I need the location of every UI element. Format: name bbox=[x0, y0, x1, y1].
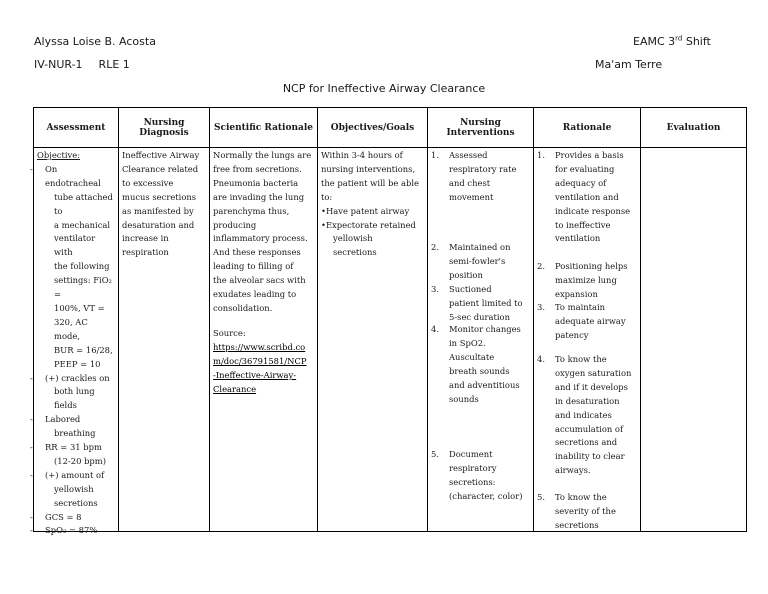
text-line: yellowish bbox=[333, 233, 373, 244]
text-line: Suctioned bbox=[449, 284, 492, 294]
text-line: (+) amount of bbox=[45, 469, 105, 480]
source-link-line: m/doc/36791581/NCP bbox=[213, 355, 307, 366]
list-item bbox=[431, 149, 531, 205]
text-line: airways. bbox=[555, 465, 591, 476]
col-header-assessment: Assessment bbox=[34, 108, 119, 148]
course-code: IV-NUR-1 bbox=[34, 58, 83, 71]
text-line: are invading the lung bbox=[213, 191, 305, 202]
list-text bbox=[449, 149, 531, 205]
organization-superscript: rd bbox=[675, 34, 683, 43]
interventions-list bbox=[428, 148, 533, 530]
text-line: Monitor changes bbox=[449, 324, 521, 334]
text-line: and adventitious bbox=[449, 379, 520, 390]
list-number: 2. bbox=[537, 261, 545, 271]
text-line: Provides a basis bbox=[555, 150, 624, 160]
text-line: consolidation. bbox=[213, 302, 273, 313]
student-name: Alyssa Loise B. Acosta bbox=[34, 35, 156, 48]
list-number: 4. bbox=[537, 354, 545, 364]
text-line: Positioning helps bbox=[555, 261, 628, 271]
col-header-scientific-rationale: Scientific Rationale bbox=[210, 108, 318, 148]
text-line: leading to filling of bbox=[213, 261, 294, 272]
scientific-rationale-cell bbox=[210, 148, 318, 532]
text-line: a mechanical bbox=[54, 219, 111, 230]
col-header-evaluation: Evaluation bbox=[641, 108, 747, 148]
list-item bbox=[431, 448, 531, 504]
text-line: movement bbox=[449, 191, 494, 202]
text-line: desaturation and bbox=[122, 219, 195, 230]
source-link-line: -Ineffective-Airway- bbox=[213, 369, 297, 380]
text-line: 100%, VT = bbox=[54, 302, 105, 313]
text-line: settings: FiO₂ = bbox=[54, 275, 112, 300]
text-line: in desaturation bbox=[555, 395, 620, 406]
text-line: exudates leading to bbox=[213, 289, 297, 300]
dash-bullet: - bbox=[30, 414, 33, 425]
assessment-list bbox=[30, 163, 115, 538]
text-line: Ineffective Airway bbox=[122, 150, 200, 160]
text-line: respiratory rate bbox=[449, 163, 517, 174]
objectives-cell bbox=[318, 148, 428, 532]
col-header-rationale: Rationale bbox=[534, 108, 641, 148]
text-line: secretions bbox=[555, 519, 599, 530]
text-line: inflammatory process. bbox=[213, 233, 308, 244]
text-line: To maintain bbox=[555, 302, 606, 312]
text-line: maximize lung bbox=[555, 274, 617, 285]
list-number: 4. bbox=[431, 324, 439, 334]
objectives-intro bbox=[321, 149, 424, 205]
text-line: in SpO2. bbox=[449, 337, 486, 348]
text-line: and indicates bbox=[555, 409, 612, 420]
text-line: Maintained on bbox=[449, 242, 511, 252]
text-line: RR = 31 bpm bbox=[45, 442, 102, 453]
list-text bbox=[449, 283, 531, 325]
assessment-cell bbox=[30, 148, 119, 536]
text-line: Normally the lungs are bbox=[213, 150, 312, 160]
list-item bbox=[30, 413, 115, 441]
dash-bullet: - bbox=[30, 525, 33, 536]
col-header-nursing-interventions: Nursing Interventions bbox=[428, 108, 534, 148]
text-line: ventilation and bbox=[555, 191, 619, 202]
list-text bbox=[449, 448, 531, 504]
list-text bbox=[555, 491, 638, 530]
list-item bbox=[537, 149, 638, 246]
text-line: producing bbox=[213, 219, 257, 230]
table-header-row bbox=[34, 108, 747, 148]
list-item bbox=[30, 163, 115, 372]
text-line: •Expectorate retained bbox=[321, 219, 416, 230]
text-line: Assessed bbox=[449, 150, 488, 160]
text-line: as manifested by bbox=[122, 205, 194, 216]
interventions-cell bbox=[428, 148, 534, 532]
scientific-rationale-text bbox=[213, 149, 314, 316]
text-line: parenchyma thus, bbox=[213, 205, 290, 216]
list-number: 2. bbox=[431, 242, 439, 252]
text-line: increase in bbox=[122, 233, 169, 244]
text-line: oxygen saturation bbox=[555, 367, 632, 378]
text-line: the patient will be able bbox=[321, 177, 419, 188]
text-line: To know the bbox=[555, 492, 607, 502]
col-header-nursing-diagnosis: Nursing Diagnosis bbox=[119, 108, 210, 148]
course-line bbox=[34, 58, 130, 72]
text-line: semi-fowler's bbox=[449, 255, 506, 266]
objectives-goals bbox=[321, 205, 424, 261]
text-line: PEEP = 10 bbox=[54, 358, 101, 369]
text-line: nursing interventions, bbox=[321, 163, 416, 174]
evaluation-text bbox=[641, 148, 746, 531]
list-item bbox=[30, 511, 115, 525]
rle-label: RLE 1 bbox=[98, 58, 130, 71]
instructor-name: Ma'am Terre bbox=[595, 58, 663, 71]
text-line: GCS = 8 bbox=[45, 511, 82, 522]
text-line: To know the bbox=[555, 354, 607, 364]
dash-bullet: - bbox=[30, 469, 33, 480]
text-line: (character, color) bbox=[449, 490, 523, 501]
list-text bbox=[555, 260, 638, 302]
list-item bbox=[537, 260, 638, 302]
text-line: And these responses bbox=[213, 247, 301, 258]
table-row bbox=[34, 148, 747, 532]
text-line: and if it develops bbox=[555, 381, 628, 392]
list-item bbox=[30, 372, 115, 414]
text-line: ventilator with bbox=[54, 233, 96, 258]
text-line: for evaluating bbox=[555, 163, 615, 174]
text-line: Clearance related bbox=[122, 163, 199, 174]
list-item bbox=[321, 205, 424, 219]
text-line: Within 3-4 hours of bbox=[321, 150, 403, 160]
organization-shift bbox=[633, 35, 711, 49]
list-item bbox=[321, 219, 424, 261]
document-title bbox=[0, 82, 768, 96]
text-line: to excessive bbox=[122, 177, 174, 188]
diagnosis-cell bbox=[119, 148, 210, 532]
dash-bullet: - bbox=[30, 163, 33, 174]
list-item bbox=[30, 524, 115, 538]
text-line: sounds bbox=[449, 393, 479, 404]
list-number: 5. bbox=[537, 492, 545, 502]
list-text bbox=[449, 241, 531, 283]
list-text bbox=[555, 301, 638, 343]
source-link[interactable] bbox=[213, 341, 314, 397]
text-line: Auscultate bbox=[449, 351, 495, 362]
source-label: Source: bbox=[213, 327, 246, 338]
text-line: indicate response bbox=[555, 205, 631, 216]
text-line: and chest bbox=[449, 177, 491, 188]
text-line: respiratory bbox=[449, 462, 497, 473]
text-line: (12-20 bpm) bbox=[54, 455, 107, 466]
text-line: yellowish bbox=[54, 483, 94, 494]
text-line: patient limited to bbox=[449, 297, 523, 308]
text-line: BUR = 16/28, bbox=[54, 344, 113, 355]
text-line: breathing bbox=[54, 428, 96, 439]
text-line: free from secretions. bbox=[213, 163, 302, 174]
text-line: to: bbox=[321, 191, 333, 202]
list-number: 3. bbox=[431, 284, 439, 294]
text-line: accumulation of bbox=[555, 423, 624, 434]
text-line: inability to clear bbox=[555, 451, 625, 462]
list-item bbox=[537, 353, 638, 478]
list-number: 1. bbox=[537, 150, 545, 160]
list-item bbox=[537, 491, 638, 530]
text-line: to ineffective bbox=[555, 219, 611, 230]
text-line: both lung fields bbox=[54, 386, 95, 411]
list-item bbox=[431, 241, 531, 283]
text-line: •Have patent airway bbox=[321, 205, 410, 216]
text-line: secretions bbox=[333, 247, 377, 258]
list-number: 1. bbox=[431, 150, 439, 160]
rationale-list bbox=[534, 148, 640, 530]
col-header-objectives-goals: Objectives/Goals bbox=[318, 108, 428, 148]
assessment-heading: Objective: bbox=[37, 150, 81, 160]
text-line: secretions bbox=[54, 497, 98, 508]
text-line: SpO₂ = 87% bbox=[45, 525, 98, 536]
text-line: Pneumonia bacteria bbox=[213, 177, 299, 188]
text-line: 5-sec duration bbox=[449, 311, 510, 322]
text-line: On endotracheal bbox=[45, 163, 101, 188]
list-text bbox=[449, 323, 531, 406]
text-line: the alveolar sacs with bbox=[213, 275, 306, 286]
rationale-cell bbox=[534, 148, 641, 532]
text-line: ventilation bbox=[555, 233, 601, 244]
text-line: the following bbox=[54, 261, 110, 272]
dash-bullet: - bbox=[30, 511, 33, 522]
text-line: adequate airway bbox=[555, 315, 626, 326]
text-line: Document bbox=[449, 449, 493, 459]
dash-bullet: - bbox=[30, 372, 33, 383]
diagnosis-text bbox=[119, 148, 209, 531]
text-line: severity of the bbox=[555, 505, 616, 516]
list-item bbox=[431, 283, 531, 325]
text-line: Labored bbox=[45, 414, 81, 425]
text-line: mucus secretions bbox=[122, 191, 197, 202]
text-line: secretions and bbox=[555, 437, 618, 448]
text-line: expansion bbox=[555, 288, 598, 299]
list-text bbox=[555, 149, 638, 246]
text-line: respiration bbox=[122, 247, 169, 258]
text-line: 320, AC mode, bbox=[54, 316, 88, 341]
text-line: (+) crackles on bbox=[45, 372, 110, 383]
organization-text: EAMC 3 bbox=[633, 35, 676, 48]
list-item bbox=[537, 301, 638, 343]
list-item bbox=[431, 323, 531, 406]
dash-bullet: - bbox=[30, 442, 33, 453]
list-item bbox=[30, 441, 115, 469]
ncp-table bbox=[30, 107, 747, 536]
list-number: 3. bbox=[537, 302, 545, 312]
text-line: secretions: bbox=[449, 476, 496, 487]
text-line: tube attached to bbox=[54, 191, 113, 216]
list-number: 5. bbox=[431, 449, 439, 459]
source-link-line: https://www.scribd.co bbox=[213, 341, 306, 352]
text-line: adequacy of bbox=[555, 177, 607, 188]
evaluation-cell bbox=[641, 148, 747, 532]
source-link-line: Clearance bbox=[213, 383, 257, 394]
text-line: patency bbox=[555, 329, 589, 340]
document-title-text: NCP for Ineffective Airway Clearance bbox=[282, 82, 486, 95]
organization-suffix: Shift bbox=[682, 35, 711, 48]
text-line: breath sounds bbox=[449, 365, 510, 376]
list-text bbox=[555, 353, 638, 478]
list-item bbox=[30, 469, 115, 511]
text-line: position bbox=[449, 269, 483, 280]
